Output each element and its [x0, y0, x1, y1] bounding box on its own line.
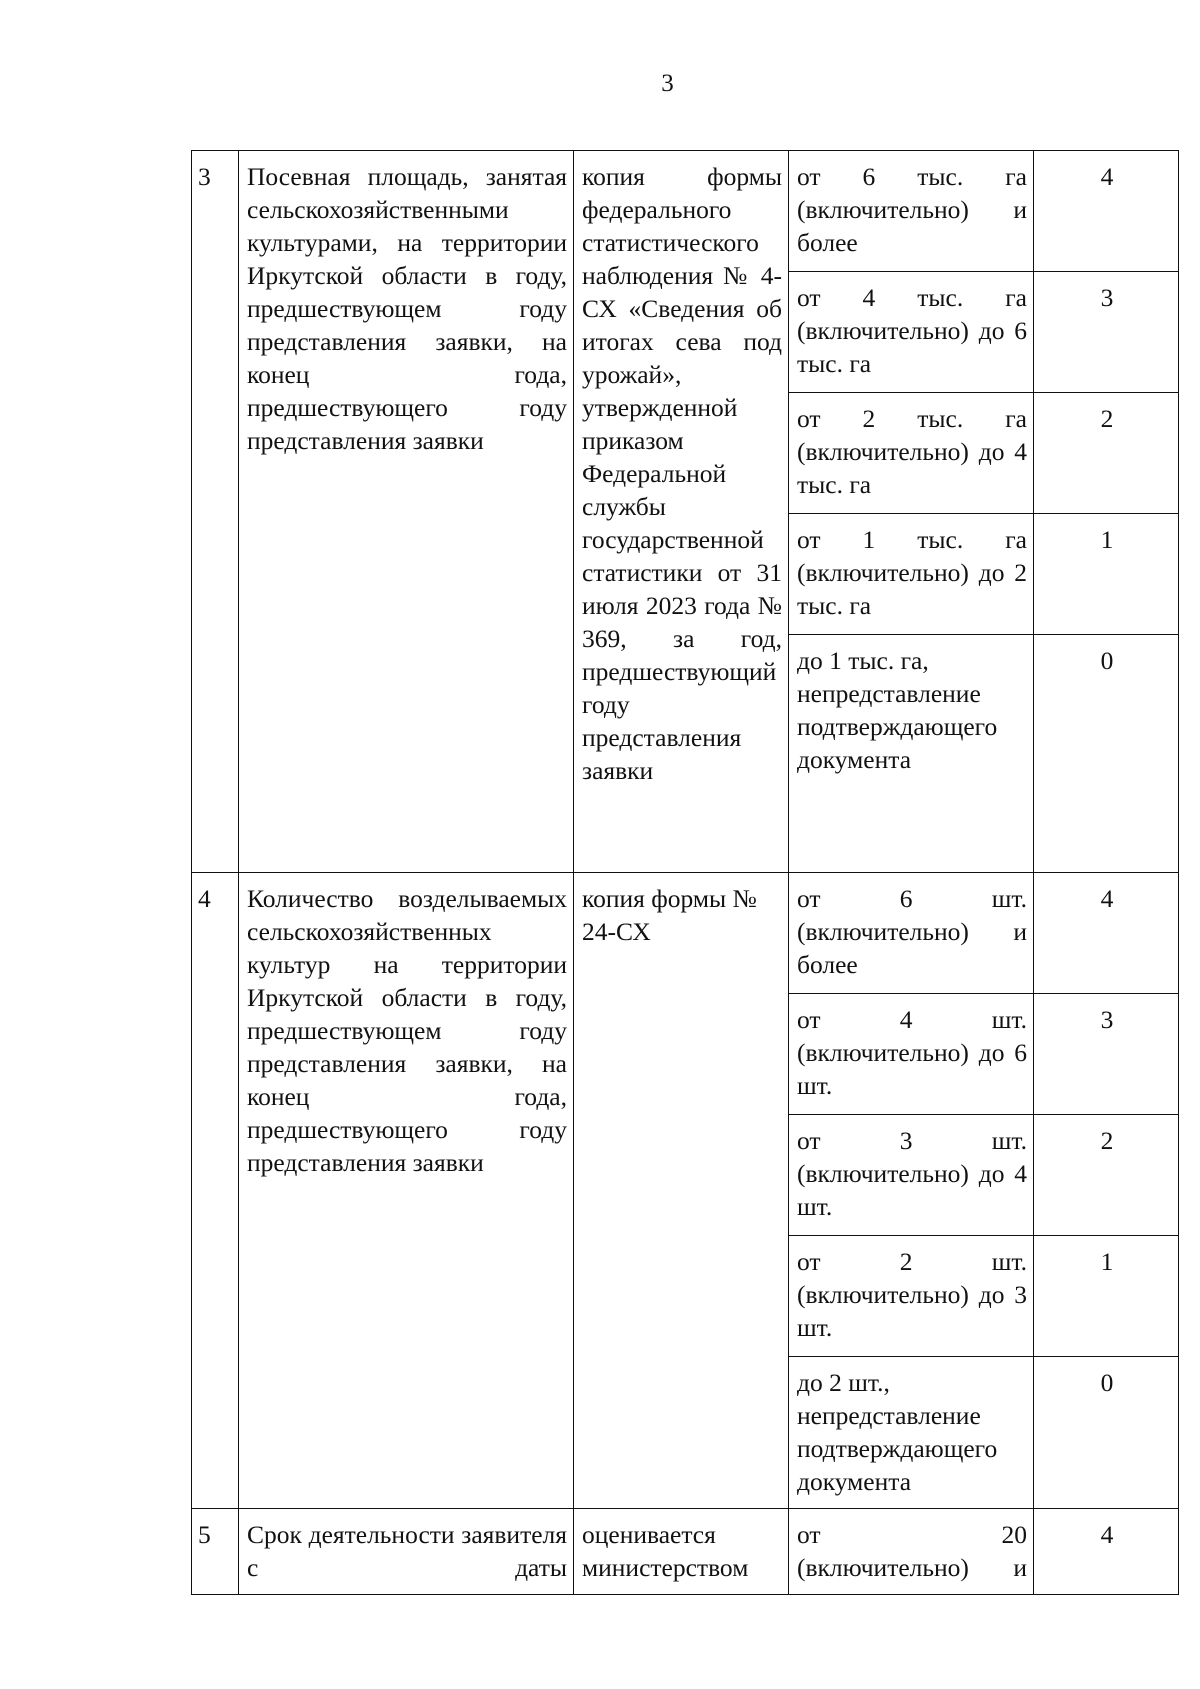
document-cell: оценивается министерством: [574, 1509, 789, 1595]
grade-score: 1: [1034, 514, 1179, 635]
grade-score: 4: [1034, 1509, 1179, 1595]
grade-range: от 4 шт. (включительно) до 6 шт.: [789, 994, 1034, 1115]
grade-range: до 1 тыс. га, непредставление подтверждающего документа: [789, 635, 1034, 873]
grade-score: 0: [1034, 1357, 1179, 1509]
grade-score: 3: [1034, 994, 1179, 1115]
table-row: [192, 151, 1179, 272]
grade-range: от 2 шт. (включительно) до 3 шт.: [789, 1236, 1034, 1357]
document-cell: копия формы № 24-СХ: [574, 873, 789, 1509]
grade-range: от 1 тыс. га (включительно) до 2 тыс. га: [789, 514, 1034, 635]
grade-range: от 4 тыс. га (включительно) до 6 тыс. га: [789, 272, 1034, 393]
grade-score: 4: [1034, 873, 1179, 994]
grade-range: от 2 тыс. га (включительно) до 4 тыс. га: [789, 393, 1034, 514]
grade-score: 0: [1034, 635, 1179, 873]
grade-score: 2: [1034, 393, 1179, 514]
table-row: [192, 1509, 1179, 1595]
criterion-cell: Посевная площадь, занятая сельскохозяйственными культурами, на территории Иркутской области в году, предшествующем году представления заявки, на конец года, предшествующего году представления заявки: [239, 151, 574, 873]
grade-range: от 6 тыс. га (включительно) и более: [789, 151, 1034, 272]
row-number: 5: [192, 1509, 239, 1595]
grade-range: от 20 (включительно) и: [789, 1509, 1034, 1595]
table-row: [192, 873, 1179, 994]
page-number: 3: [661, 70, 674, 97]
grade-score: 4: [1034, 151, 1179, 272]
criteria-table: [191, 150, 1179, 1595]
grade-score: 1: [1034, 1236, 1179, 1357]
grade-range: от 3 шт. (включительно) до 4 шт.: [789, 1115, 1034, 1236]
criterion-cell: Срок деятельности заявителя с даты: [239, 1509, 574, 1595]
document-cell: копия формы федерального статистического наблюдения № 4-СХ «Сведения об итогах сева под урожай», утвержденной приказом Федеральной службы государственной статистики от 31 июля 2023 года № 369, за год, предшествующий году представления заявки: [574, 151, 789, 873]
grade-range: до 2 шт., непредставление подтверждающего документа: [789, 1357, 1034, 1509]
row-number: 4: [192, 873, 239, 1509]
grade-score: 2: [1034, 1115, 1179, 1236]
criterion-cell: Количество возделываемых сельскохозяйственных культур на территории Иркутской области в году, предшествующем году представления заявки, на конец года, предшествующего году представления заявки: [239, 873, 574, 1509]
grade-range: от 6 шт. (включительно) и более: [789, 873, 1034, 994]
grade-score: 3: [1034, 272, 1179, 393]
row-number: 3: [192, 151, 239, 873]
